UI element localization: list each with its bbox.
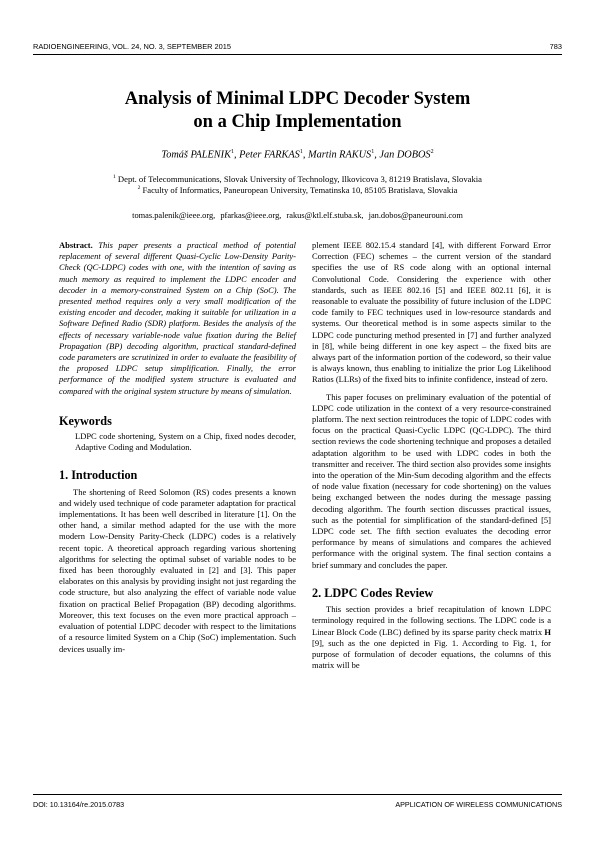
title-line-1: Analysis of Minimal LDPC Decoder System	[124, 89, 471, 109]
section-2-text-a: This section provides a brief recapitulation of known LDPC terminology required in the following sections. The LDPC code is a Linear Block Code (LBC) defined by its sparse parity check matrix	[312, 604, 551, 637]
journal-section: APPLICATION OF WIRELESS COMMUNICATIONS	[395, 800, 562, 809]
affiliation-text: Dept. of Telecommunications, Slovak University of Technology, Ilkovicova 3, 81219 Bratislava, Slovakia	[117, 174, 482, 184]
affiliation	[40, 174, 555, 184]
matrix-symbol: H	[544, 626, 551, 637]
author-name: Jan DOBOS	[379, 149, 431, 161]
author-name: Peter FARKAS	[239, 149, 300, 161]
author-affil-mark: 1	[371, 149, 375, 155]
header-rule	[33, 54, 562, 55]
col2-paragraph-1: plement IEEE 802.15.4 standard [4], with different Forward Error Correction (FEC) schemes – the current version of the standard specifies the use of RS code along with an optional internal Convolutional Code. Considering the experience with other standards, such as IEEE 802.16 [5] and IEEE 802.11 [6], it is reasonable to evaluate the possibility of future inclusion of the LDPC code family to FEC techniques used in low-resource standards and systems. Our theoretical method is in some aspects similar to the LDPC code puncturing method presented in [7] and further analyzed in [8], while being different in one key aspect – the fixed bits are always part of the information portion of the codeword, so their value is always known, thus enabling to initialize the prior Log Likelihood Ratios (LLRs) of the fixed bits to infinite confidence, instead of zero.	[312, 240, 551, 385]
author-name: Martin RAKUS	[308, 149, 372, 161]
section-2-text-b: [9], such as the one depicted in Fig. 1. According to Fig. 1, for purpose of formulation of decoder equations, the columns of this matrix will be	[312, 637, 551, 671]
affiliation-text: Faculty of Informatics, Paneuropean University, Tematinska 10, 85105 Bratislava, Slovakia	[142, 185, 458, 195]
journal-header: RADIOENGINEERING, VOL. 24, NO. 3, SEPTEMBER 2015	[33, 42, 231, 51]
keywords-text: LDPC code shortening, System on a Chip, fixed nodes decoder, Adaptive Coding and Modulation.	[75, 431, 296, 453]
doi: DOI: 10.13164/re.2015.0783	[33, 800, 125, 809]
section-2-heading: 2. LDPC Codes Review	[312, 585, 434, 600]
author-affil-mark: 2	[430, 149, 434, 155]
col2-paragraph-2: This paper focuses on preliminary evaluation of the potential of LDPC code utilization in the context of a very resource-constrained platform. The next section reintroduces the topic of LDPC codes with focus on the practical Quasi-Cyclic LDPC (QC-LDPC). The third section reviews the code shortening technique and proposes a detailed adaptation algorithm to be used with LDPC codes in both the transmitter and receiver. The third section also provides some insights into the operation of the Min-Sum decoding algorithm and the effects of node value fixation (necessary for code shortening) on the values being exchanged between the nodes during the message passing decoding algorithm. The fourth section discusses practical issues, such as the potential for simplification of the standard-defined [5] LDPC code set. The fifth section evaluates the decoding error performance by means of simulations and compares the achieved performance with the original system. The final section contains a brief summary and concludes the paper.	[312, 391, 551, 570]
affiliation	[40, 185, 555, 195]
section-1-heading: 1. Introduction	[59, 468, 138, 483]
footer-rule	[33, 794, 562, 795]
section-2-paragraph	[312, 604, 551, 671]
section-1-paragraph: The shortening of Reed Solomon (RS) codes presents a known and widely used technique of code parameter adaptation for practical implementations. It has been well described in literature [1]. On the other hand, a similar method adapted for the use with the more modern Low-Density Parity-Check (LDPC) codes is a relatively recent topic. A theoretical approach regarding various shortening algorithms for selecting the optimal subset of variable nodes to be fixed has been thoroughly evaluated in [2] and [3]. This paper elaborates on this analysis by providing insight not just regarding the code structure, but also analyzing the effect of variable node value fixation on practical Belief Propagation (BP) decoding algorithms. Moreover, this text focuses on the even more practical approach – evaluation of potential LDPC decoder with respect to the limitations of a resource limited System on a Chip (SoC) implementation. Such devices usually im-	[59, 486, 296, 654]
right-column	[312, 240, 551, 671]
abstract-text: This paper presents a practical method of potential replacement of several different Quasi-Cyclic Low-Density Parity-Check (QC-LDPC) codes with one, with the intention of saving as much memory as required to implement the LDPC encoder and decoder in a memory-constrained System on a Chip (SoC). The presented method requires only a very small modification of the existing encoder and decoder, making it suitable for utilization in a Software Defined Radio (SDR) platform. Besides the analysis of the effects of necessary variable-node value fixation during the Belief Propagation (BP) decoding algorithm, practical standard-defined code parameters are scrutinized in order to evaluate the feasibility of the proposed LDPC setup simplification. Finally, the error performance of the modified system structure is evaluated and compared with the original system structure by means of simulation.	[59, 240, 296, 396]
author-affil-mark: 1	[230, 149, 234, 155]
title-line-2: on a Chip Implementation	[193, 112, 402, 132]
running-header	[33, 42, 562, 54]
author-emails: tomas.palenik@ieee.org, pfarkas@ieee.org, rakus@ktl.elf.stuba.sk, jan.dobos@paneurouni.com	[132, 211, 463, 220]
abstract-label: Abstract.	[59, 240, 93, 250]
keywords-heading: Keywords	[59, 413, 112, 428]
affiliation-mark: 1	[113, 174, 116, 181]
left-column	[59, 240, 296, 655]
author-list: Tomáš PALENIK$^1$, Peter FARKAS$^1$, Martin RAKUS$^1$, Jan DOBOS$^2$	[161, 149, 434, 161]
author-affil-mark: 1	[299, 149, 303, 155]
page-number: 783	[549, 42, 562, 51]
abstract	[59, 240, 296, 397]
affiliation-mark: 2	[137, 185, 141, 192]
author-name: Tomáš PALENIK	[161, 149, 231, 161]
paper-title	[60, 88, 535, 134]
